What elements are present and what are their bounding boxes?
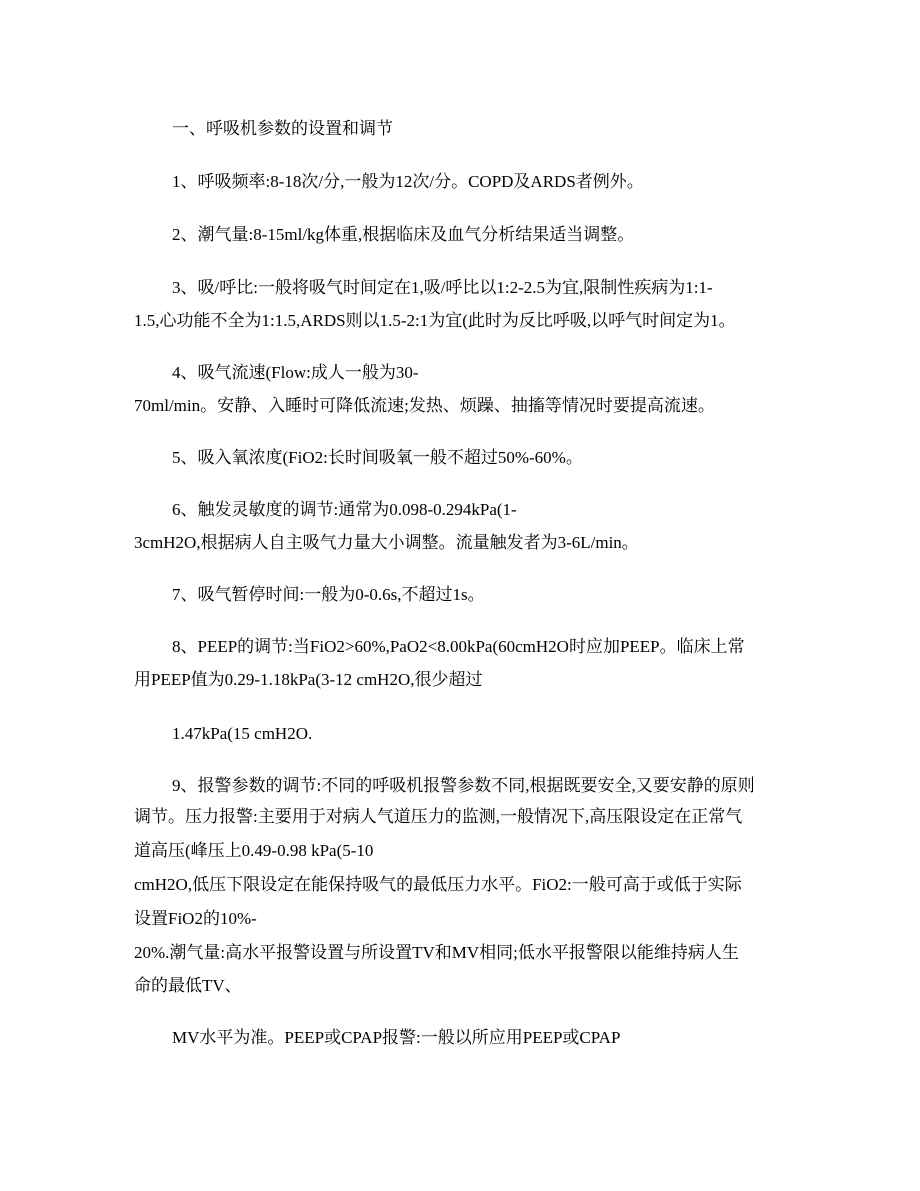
paragraph-line: 调节。压力报警:主要用于对病人气道压力的监测,一般情况下,高压限设定在正常气 xyxy=(134,807,743,826)
paragraph-line: 1.5,心功能不全为1:1.5,ARDS则以1.5-2:1为宜(此时为反比呼吸,以呼气时间定为1。 xyxy=(134,311,736,330)
paragraph-line: 8、PEEP的调节:当FiO2>60%,PaO2<8.00kPa(60cmH2O时应加PEEP。临床上常 xyxy=(172,637,745,656)
paragraph-line: 4、吸气流速(Flow:成人一般为30- xyxy=(172,363,419,382)
paragraph-line: cmH2O,低压下限设定在能保持吸气的最低压力水平。FiO2:一般可高于或低于实际 xyxy=(134,875,742,894)
paragraph-line: 7、吸气暂停时间:一般为0-0.6s,不超过1s。 xyxy=(172,585,485,604)
paragraph-line: 2、潮气量:8-15ml/kg体重,根据临床及血气分析结果适当调整。 xyxy=(172,225,635,244)
paragraph-line: 1、呼吸频率:8-18次/分,一般为12次/分。COPD及ARDS者例外。 xyxy=(172,172,644,191)
paragraph-line: 5、吸入氧浓度(FiO2:长时间吸氧一般不超过50%-60%。 xyxy=(172,448,583,467)
paragraph-line: 道高压(峰压上0.49-0.98 kPa(5-10 xyxy=(134,841,374,860)
paragraph-line: 70ml/min。安静、入睡时可降低流速;发热、烦躁、抽搐等情况时要提高流速。 xyxy=(134,396,715,415)
paragraph-line: 6、触发灵敏度的调节:通常为0.098-0.294kPa(1- xyxy=(172,500,517,519)
paragraph-line: 9、报警参数的调节:不同的呼吸机报警参数不同,根据既要安全,又要安静的原则 xyxy=(172,776,755,795)
paragraph-line: 用PEEP值为0.29-1.18kPa(3-12 cmH2O,很少超过 xyxy=(134,670,483,689)
section-heading: 一、呼吸机参数的设置和调节 xyxy=(172,119,393,138)
paragraph-line: 20%.潮气量:高水平报警设置与所设置TV和MV相同;低水平报警限以能维持病人生 xyxy=(134,943,739,962)
paragraph-line: 设置FiO2的10%- xyxy=(134,909,257,928)
paragraph-line: 3、吸/呼比:一般将吸气时间定在1,吸/呼比以1:2-2.5为宜,限制性疾病为1:1- xyxy=(172,278,713,297)
paragraph-line: 命的最低TV、 xyxy=(134,976,242,995)
paragraph-line: 3cmH2O,根据病人自主吸气力量大小调整。流量触发者为3-6L/min。 xyxy=(134,533,639,552)
paragraph-line: MV水平为准。PEEP或CPAP报警:一般以所应用PEEP或CPAP xyxy=(172,1028,621,1047)
paragraph-line: 1.47kPa(15 cmH2O. xyxy=(172,724,313,743)
